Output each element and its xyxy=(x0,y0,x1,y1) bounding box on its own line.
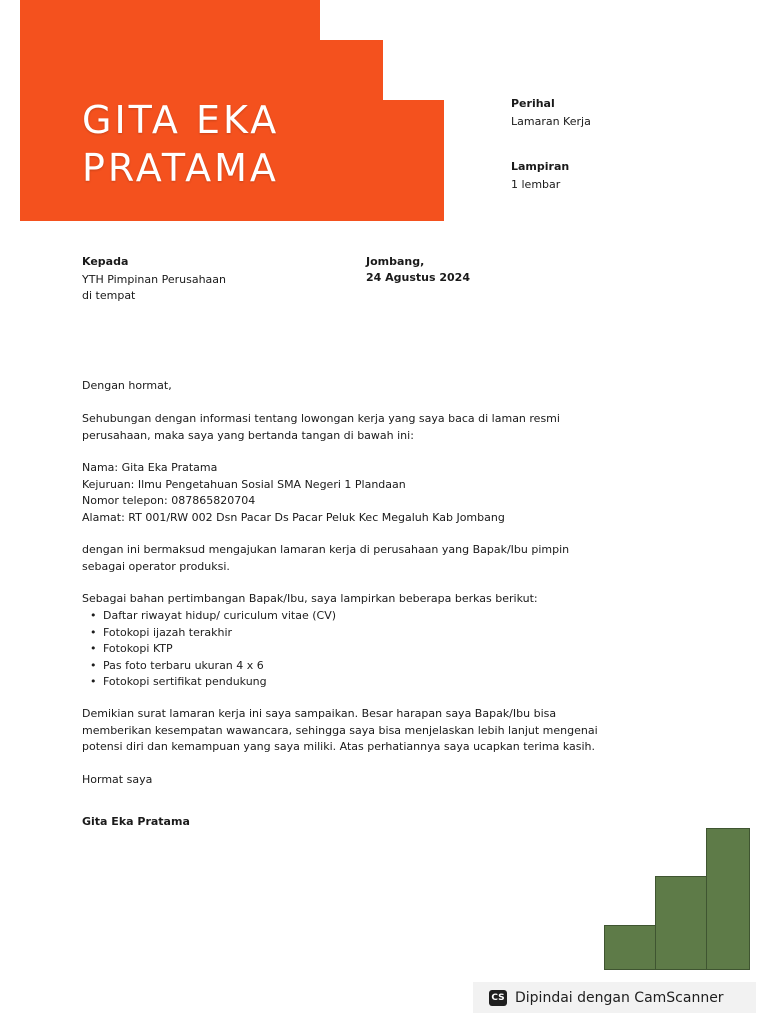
header-orange-step xyxy=(318,40,383,221)
attachment-item: • Fotokopi ijazah terakhir xyxy=(82,625,336,642)
applicant-name-line2: PRATAMA xyxy=(82,146,279,190)
letter-regards xyxy=(82,772,642,789)
applicant-name-line1: GITA EKA xyxy=(82,98,280,142)
detail-major: Kejuruan: Ilmu Pengetahuan Sosial SMA Negeri 1 Plandaan xyxy=(82,477,406,491)
signature-name: Gita Eka Pratama xyxy=(82,815,190,828)
letter-city: Jombang, xyxy=(366,255,425,268)
letter-intro xyxy=(82,411,642,444)
attachments-list xyxy=(82,608,336,691)
recipient-label: Kepada xyxy=(82,255,129,268)
attachments-intro-text: Sebagai bahan pertimbangan Bapak/Ibu, saya lampirkan beberapa berkas berikut: xyxy=(82,592,538,605)
attachment-item: • Pas foto terbaru ukuran 4 x 6 xyxy=(82,658,336,675)
perihal-value: Lamaran Kerja xyxy=(511,115,591,128)
letter-purpose xyxy=(82,542,642,575)
closing-line: Demikian surat lamaran kerja ini saya sampaikan. Besar harapan saya Bapak/Ibu bisa xyxy=(82,707,557,720)
intro-line: perusahaan, maka saya yang bertanda tangan di bawah ini: xyxy=(82,428,414,442)
greeting-text: Dengan hormat, xyxy=(82,379,172,392)
closing-line: potensi diri dan kemampuan yang saya miliki. Atas perhatiannya saya ucapkan terima kasih. xyxy=(82,740,595,753)
purpose-line: dengan ini bermaksud mengajukan lamaran kerja di perusahaan yang Bapak/Ibu pimpin xyxy=(82,543,570,556)
attachment-item: • Fotokopi sertifikat pendukung xyxy=(82,674,336,691)
detail-phone: Nomor telepon: 087865820704 xyxy=(82,494,256,507)
applicant-details xyxy=(82,460,642,526)
lampiran-value: 1 lembar xyxy=(511,178,561,191)
closing-line: memberikan kesempatan wawancara, sehingga saya bisa menjelaskan lebih lanjut mengenai xyxy=(82,723,598,737)
letter-closing xyxy=(82,706,642,756)
regards-text: Hormat saya xyxy=(82,773,153,786)
camscanner-watermark xyxy=(473,982,756,1013)
header-orange-step xyxy=(381,100,444,221)
detail-name: Nama: Gita Eka Pratama xyxy=(82,461,218,474)
attachment-item: • Daftar riwayat hidup/ curiculum vitae (CV) xyxy=(82,608,336,625)
camscanner-label: Dipindai dengan CamScanner xyxy=(515,989,724,1006)
attachment-item: • Fotokopi KTP xyxy=(82,641,336,658)
recipient-line: di tempat xyxy=(82,289,136,302)
recipient-line: YTH Pimpinan Perusahaan xyxy=(82,273,226,286)
camscanner-logo-icon: CS xyxy=(489,990,507,1006)
lampiran-label: Lampiran xyxy=(511,160,570,173)
intro-line: Sehubungan dengan informasi tentang lowongan kerja yang saya baca di laman resmi xyxy=(82,412,560,425)
perihal-label: Perihal xyxy=(511,97,555,110)
purpose-line: sebagai operator produksi. xyxy=(82,559,230,573)
attachments-intro xyxy=(82,591,642,608)
footer-green-block xyxy=(706,828,750,969)
letter-greeting xyxy=(82,378,642,395)
detail-address: Alamat: RT 001/RW 002 Dsn Pacar Ds Pacar Peluk Kec Megaluh Kab Jombang xyxy=(82,510,505,524)
letter-date: 24 Agustus 2024 xyxy=(366,271,470,284)
